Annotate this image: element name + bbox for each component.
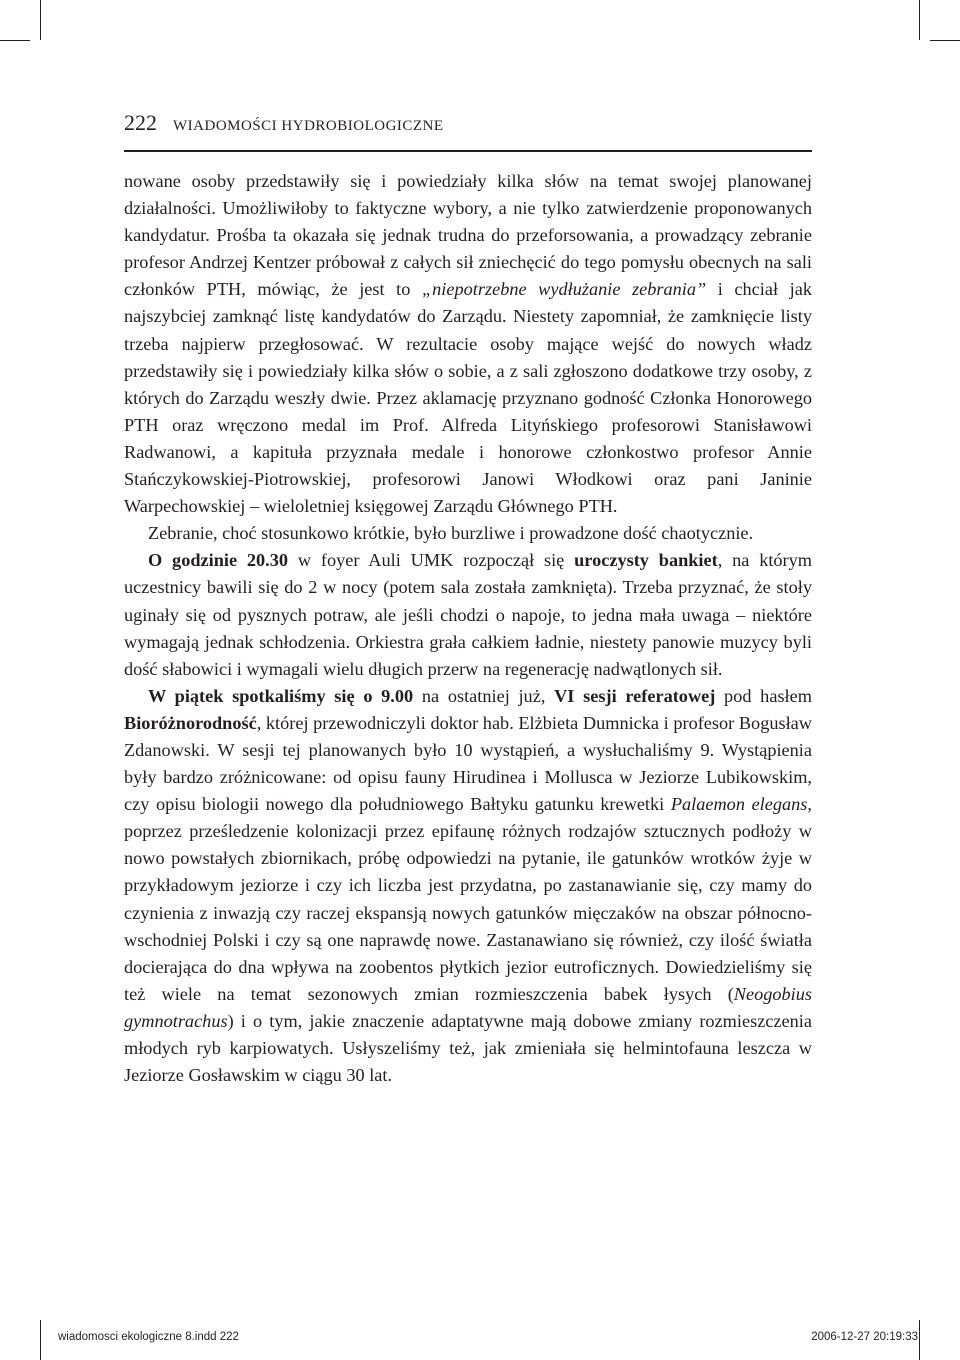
bold-phrase: Bioróżnorodność bbox=[124, 712, 257, 733]
running-header bbox=[124, 110, 812, 136]
page-number: 222 bbox=[124, 110, 157, 135]
header-rule bbox=[124, 150, 812, 152]
crop-mark bbox=[930, 40, 960, 41]
crop-mark bbox=[40, 0, 41, 40]
species-name: Neogobius gymnotrachus bbox=[124, 983, 812, 1031]
quote-italic: „niepotrzebne wydłużanie zebrania” bbox=[421, 279, 707, 300]
paragraph: W piątek spotkaliśmy się o 9.00 na ostatniej już, VI sesji referatowej pod hasłem Bioróżnorodność, której przewodniczyli doktor hab. Elżbieta Dumnicka i profesor Bogusław Zdanowski. W sesji tej planowanych było 10 wystąpień, a wysłuchaliśmy 9. Wystąpienia były bardzo zróżnicowane: od opisu fauny Hirudinea i Mollusca w Jeziorze Lubikowskim, czy opisu biologii nowego dla południowego Bałtyku gatunku krewetki Palaemon elegans, poprzez prześledzenie kolonizacji przez epifaunę różnych rodzajów sztucznych podłoży w nowo powstałych zbiornikach, próbę odpowiedzi na pytanie, ile gatunków wrotków żyje w przykładowym jeziorze i czy ich liczba jest przydatna, po zastanawianie się, czy mamy do czynienia z inwazją czy raczej ekspansją nowych gatunków mięczaków na obszar północno-wschodniej Polski i czy są one naprawdę nowe. Zastanawiano się również, czy ilość światła docierająca do dna wpływa na zoobentos płytkich jezior eutroficznych. Dowiedzieliśmy się też wiele na temat sezonowych zmian rozmieszczenia babek łysych (Neogobius gymnotrachus) i o tym, jakie znaczenie adaptatywne mają dobowe zmiany rozmieszczenia młodych ryb karpiowatych. Usłyszeliśmy też, jak zmieniała się helmintofauna leszcza w Jeziorze Gosławskim w ciągu 30 lat. bbox=[124, 685, 812, 1086]
bold-phrase: O godzinie 20.30 bbox=[148, 550, 289, 571]
crop-mark bbox=[919, 0, 920, 40]
paragraph: nowane osoby przedstawiły się i powiedziały kilka słów na temat swojej planowanej działalności. Umożliwiłoby to faktyczne wybory, a nie tylko zatwierdzenie proponowanych kandydatur. Prośba ta okazała się jednak trudna do przeforsowania, a prowadzący zebranie profesor Andrzej Kentzer próbował z całych sił zniechęcić do tego pomysłu obecnych na sali członków PTH, mówiąc, że jest to „niepotrzebne wydłużanie zebrania” i chciał jak najszybciej zamknąć listę kandydatów do Zarządu. Niestety zapomniał, że zamknięcie listy trzeba najpierw przegłosować. W rezultacie osoby mające wejść do nowych władz przedstawiły się i powiedziały kilka słów o sobie, a z sali zgłoszono dodatkowe trzy osoby, z których do Zarządu weszły dwie. Przez aklamację przyznano godność Członka Honorowego PTH oraz wręczono medal im Prof. Alfreda Lityńskiego profesorowi Stanisławowi Radwanowi, a kapituła przyznała medale i honorowe członkostwo profesor Annie Stańczykowskiej-Piotrowskiej, profesorowi Janowi Włodkowi oraz pani Janinie Warpechowskiej – wieloletniej księgowej Zarządu Głównego PTH. bbox=[124, 171, 812, 517]
crop-mark bbox=[0, 40, 30, 41]
bold-phrase: W piątek spotkaliśmy się o 9.00 bbox=[148, 685, 414, 706]
journal-title: WIADOMOŚCI HYDROBIOLOGICZNE bbox=[173, 118, 444, 134]
bold-phrase: VI sesji referatowej bbox=[554, 685, 716, 706]
article-body bbox=[124, 168, 812, 1089]
paragraph: Zebranie, choć stosunkowo krótkie, było burzliwe i prowadzone dość chaotycznie. bbox=[148, 523, 754, 544]
print-footer bbox=[0, 1331, 960, 1351]
paragraph: O godzinie 20.30 w foyer Auli UMK rozpoczął się uroczysty bankiet, na którym uczestnicy bawili się do 2 w nocy (potem sala została zamknięta). Trzeba przyznać, że stoły uginały się od pysznych potraw, ale jeśli chodzi o napoje, to jedna mała uwaga – niektóre wymagają jednak schłodzenia. Orkiestra grała całkiem ładnie, niestety panowie muzycy byli dość słabowici i wymagali wielu długich przerw na regenerację nadwątlonych sił. bbox=[124, 550, 813, 679]
file-info: wiadomosci ekologiczne 8.indd 222 bbox=[58, 1331, 239, 1343]
print-timestamp: 2006-12-27 20:19:33 bbox=[811, 1331, 918, 1343]
bold-phrase: uroczysty bankiet bbox=[574, 550, 718, 571]
species-name: Palaemon elegans bbox=[670, 794, 808, 815]
